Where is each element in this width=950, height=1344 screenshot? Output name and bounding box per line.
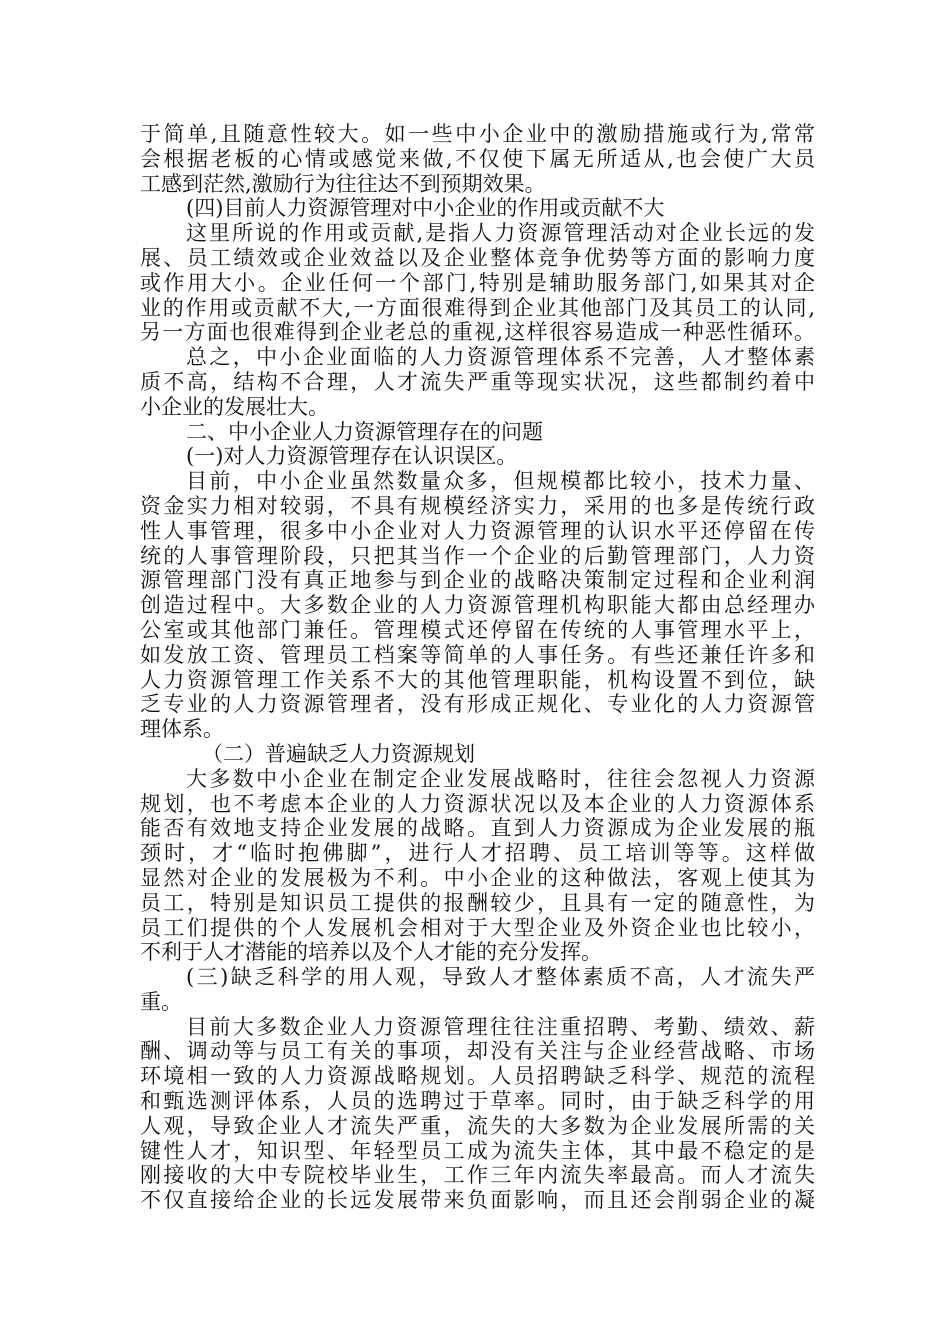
text-line: （二）普遍缺乏人力资源规划	[202, 741, 475, 766]
text-line: 大多数中小企业在制定企业发展战略时，往往会忽视人力资源	[186, 766, 815, 791]
text-line: 总之，中小企业面临的人力资源管理体系不完善，人才整体素	[186, 345, 815, 370]
text-line: 员工们提供的个人发展机会相对于大型企业及外资企业也比较小，	[140, 915, 815, 940]
document-body	[140, 122, 815, 1213]
text-line: 公室或其他部门兼任。管理模式还停留在传统的人事管理水平上，	[140, 617, 815, 642]
text-line: 不利于人才潜能的培养以及个人才能的充分发挥。	[140, 940, 602, 965]
text-line: 颈时，才“临时抱佛脚”，进行人才招聘、员工培训等等。这样做	[140, 841, 815, 866]
text-line: (三)缺乏科学的用人观，导致人才整体素质不高，人才流失严	[186, 965, 815, 990]
text-line: (一)对人力资源管理存在认识误区。	[186, 444, 518, 469]
text-line: 如发放工资、管理员工档案等简单的人事任务。有些还兼任许多和	[140, 642, 815, 667]
text-line: 二、中小企业人力资源管理存在的问题	[186, 419, 543, 444]
text-line: 能否有效地支持企业发展的战略。直到人力资源成为企业发展的瓶	[140, 816, 815, 841]
text-line: 和甄选测评体系，人员的选聘过于草率。同时，由于缺乏科学的用	[140, 1089, 815, 1114]
text-line: 性人事管理，很多中小企业对人力资源管理的认识水平还停留在传	[140, 518, 815, 543]
text-line: 人力资源管理工作关系不大的其他管理职能，机构设置不到位，缺	[140, 667, 815, 692]
text-line: 理体系。	[140, 717, 224, 742]
text-line: 统的人事管理阶段，只把其当作一个企业的后勤管理部门，人力资	[140, 543, 815, 568]
text-line: 不仅直接给企业的长远发展带来负面影响，而且还会削弱企业的凝	[140, 1188, 815, 1213]
text-line: 业的作用或贡献不大,一方面很难得到企业其他部门及其员工的认同,	[140, 295, 815, 320]
text-line: 人观，导致企业人才流失严重，流失的大多数为企业发展所需的关	[140, 1113, 815, 1138]
text-line: 乏专业的人力资源管理者，没有形成正规化、专业化的人力资源管	[140, 692, 815, 717]
text-line: 于简单,且随意性较大。如一些中小企业中的激励措施或行为,常常	[140, 122, 815, 146]
text-line: 源管理部门没有真正地参与到企业的战略决策制定过程和企业利润	[140, 568, 815, 593]
text-line: 刚接收的大中专院校毕业生，工作三年内流失率最高。而人才流失	[140, 1163, 815, 1188]
text-line: 酬、调动等与员工有关的事项，却没有关注与企业经营战略、市场	[140, 1039, 815, 1064]
text-line: 资金实力相对较弱，不具有规模经济实力，采用的也多是传统行政	[140, 493, 815, 518]
text-line: 会根据老板的心情或感觉来做,不仅使下属无所适从,也会使广大员	[140, 146, 815, 171]
text-line: 展、员工绩效或企业效益以及企业整体竞争优势等方面的影响力度	[140, 245, 815, 270]
text-line: 创造过程中。大多数企业的人力资源管理机构职能大都由总经理办	[140, 593, 815, 618]
text-line: 键性人才，知识型、年轻型员工成为流失主体，其中最不稳定的是	[140, 1138, 815, 1163]
text-line: 工感到茫然,激励行为往往达不到预期效果。	[140, 171, 546, 196]
text-line: 另一方面也很难得到企业老总的重视,这样很容易造成一种恶性循环。	[140, 320, 815, 345]
text-line: 目前大多数企业人力资源管理往往注重招聘、考勤、绩效、薪	[186, 1014, 815, 1039]
text-line: 这里所说的作用或贡献,是指人力资源管理活动对企业长远的发	[186, 221, 815, 246]
text-line: 小企业的发展壮大。	[140, 394, 329, 419]
text-line: 重。	[140, 989, 182, 1014]
text-line: 目前，中小企业虽然数量众多，但规模都比较小，技术力量、	[186, 469, 815, 494]
text-line: 规划，也不考虑本企业的人力资源状况以及本企业的人力资源体系	[140, 791, 815, 816]
text-line: 质不高，结构不合理，人才流失严重等现实状况，这些都制约着中	[140, 369, 815, 394]
text-line: 或作用大小。企业任何一个部门,特别是辅助服务部门,如果其对企	[140, 270, 815, 295]
text-line: 员工，特别是知识员工提供的报酬较少，且具有一定的随意性，为	[140, 890, 815, 915]
text-line: (四)目前人力资源管理对中小企业的作用或贡献不大	[186, 196, 665, 221]
text-line: 显然对企业的发展极为不利。中小企业的这种做法，客观上使其为	[140, 865, 815, 890]
text-line: 环境相一致的人力资源战略规划。人员招聘缺乏科学、规范的流程	[140, 1064, 815, 1089]
